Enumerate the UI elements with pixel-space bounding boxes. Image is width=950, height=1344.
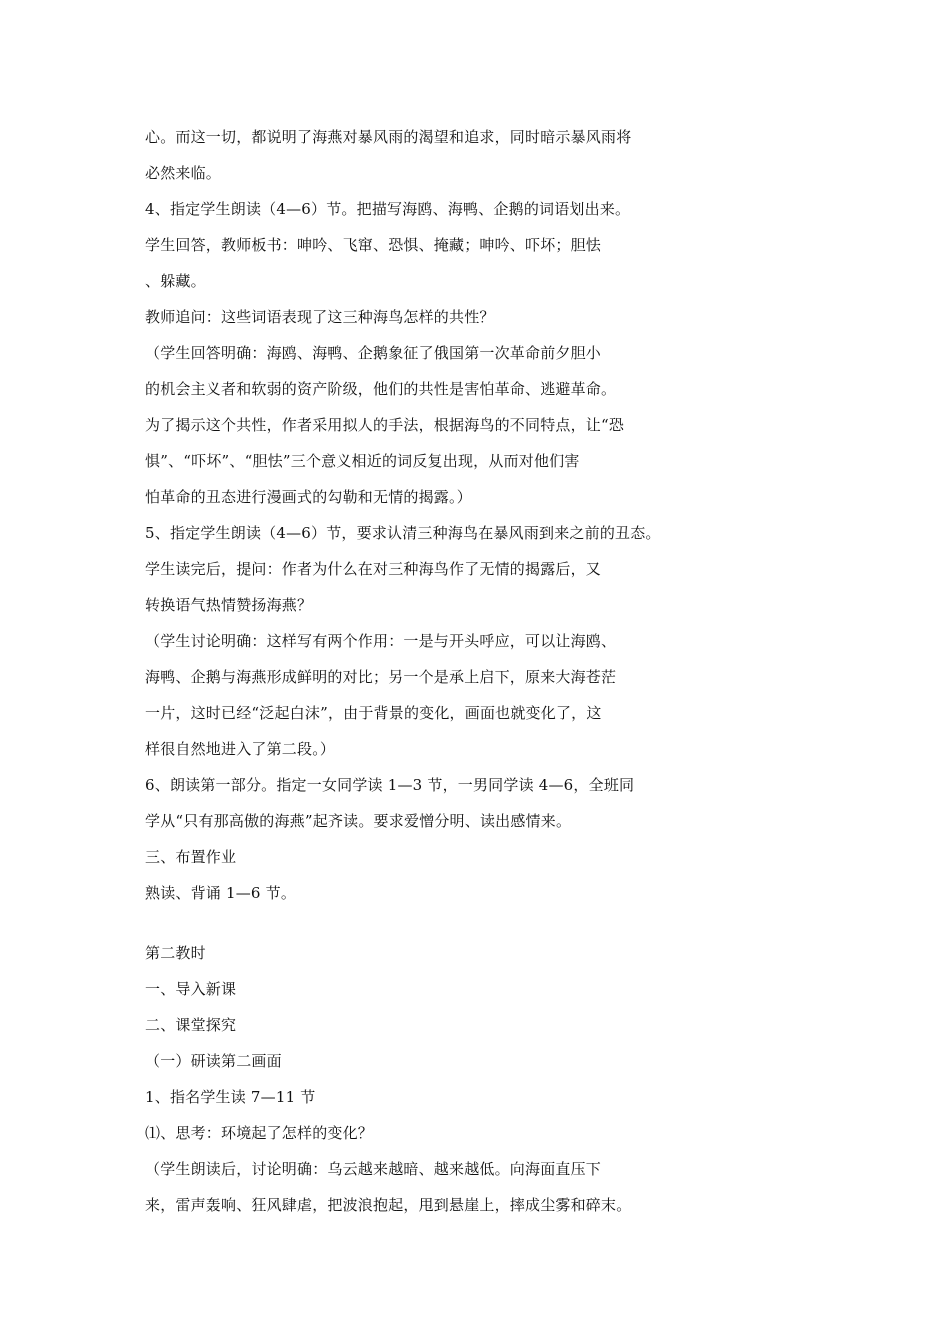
text-line: （学生回答明确：海鸥、海鸭、企鹅象征了俄国第一次革命前夕胆小: [145, 344, 602, 362]
text-line: 学生回答，教师板书：呻吟、飞窜、恐惧、掩藏；呻吟、吓坏；胆怯: [145, 236, 602, 254]
text-line: 熟读、背诵 1—6 节。: [145, 884, 297, 902]
text-line: （学生讨论明确：这样写有两个作用：一是与开头呼应，可以让海鸥、: [145, 632, 617, 650]
text-line: ⑴、思考：环境起了怎样的变化？: [145, 1124, 374, 1142]
text-line: 惧”、“吓坏”、“胆怯”三个意义相近的词反复出现，从而对他们害: [145, 452, 580, 470]
text-line: 、躲藏。: [145, 272, 206, 290]
text-line: 6、朗读第一部分。指定一女同学读 1—3 节，一男同学读 4—6，全班同: [145, 776, 635, 794]
text-line: 来，雷声轰响、狂风肆虐，把波浪抱起，甩到悬崖上，摔成尘雾和碎末。: [145, 1196, 632, 1214]
subsection-heading: （一）研读第二画面: [145, 1052, 282, 1070]
text-line: 海鸭、企鹅与海燕形成鲜明的对比；另一个是承上启下，原来大海苍茫: [145, 668, 617, 686]
text-line: 必然来临。: [145, 164, 222, 182]
text-line: 4、指定学生朗读（4—6）节。把描写海鸥、海鸭、企鹅的词语划出来。: [145, 200, 631, 218]
text-line: 一片，这时已经“泛起白沫”，由于背景的变化，画面也就变化了，这: [145, 704, 602, 722]
text-line: （学生朗读后，讨论明确：乌云越来越暗、越来越低。向海面直压下: [145, 1160, 602, 1178]
section-heading: 一、导入新课: [145, 980, 237, 998]
text-line: 的机会主义者和软弱的资产阶级，他们的共性是害怕革命、逃避革命。: [145, 380, 617, 398]
text-line: 样很自然地进入了第二段。）: [145, 740, 336, 758]
section-heading: 三、布置作业: [145, 848, 237, 866]
text-line: 为了揭示这个共性，作者采用拟人的手法，根据海鸟的不同特点，让“恐: [145, 416, 625, 434]
text-line: 心。而这一切，都说明了海燕对暴风雨的渴望和追求，同时暗示暴风雨将: [145, 128, 632, 146]
text-line: 1、指名学生读 7—11 节: [145, 1088, 316, 1106]
text-line: 学从“只有那高傲的海燕”起齐读。要求爱憎分明、读出感情来。: [145, 812, 572, 830]
lesson-heading: 第二教时: [145, 944, 206, 962]
text-line: 教师追问：这些词语表现了这三种海鸟怎样的共性？: [145, 308, 495, 326]
text-line: 5、指定学生朗读（4—6）节，要求认清三种海鸟在暴风雨到来之前的丑态。: [145, 524, 661, 542]
text-line: 学生读完后，提问：作者为什么在对三种海鸟作了无情的揭露后，又: [145, 560, 602, 578]
text-line: 转换语气热情赞扬海燕？: [145, 596, 313, 614]
section-heading: 二、课堂探究: [145, 1016, 237, 1034]
text-line: 怕革命的丑态进行漫画式的勾勒和无情的揭露。）: [145, 488, 472, 506]
